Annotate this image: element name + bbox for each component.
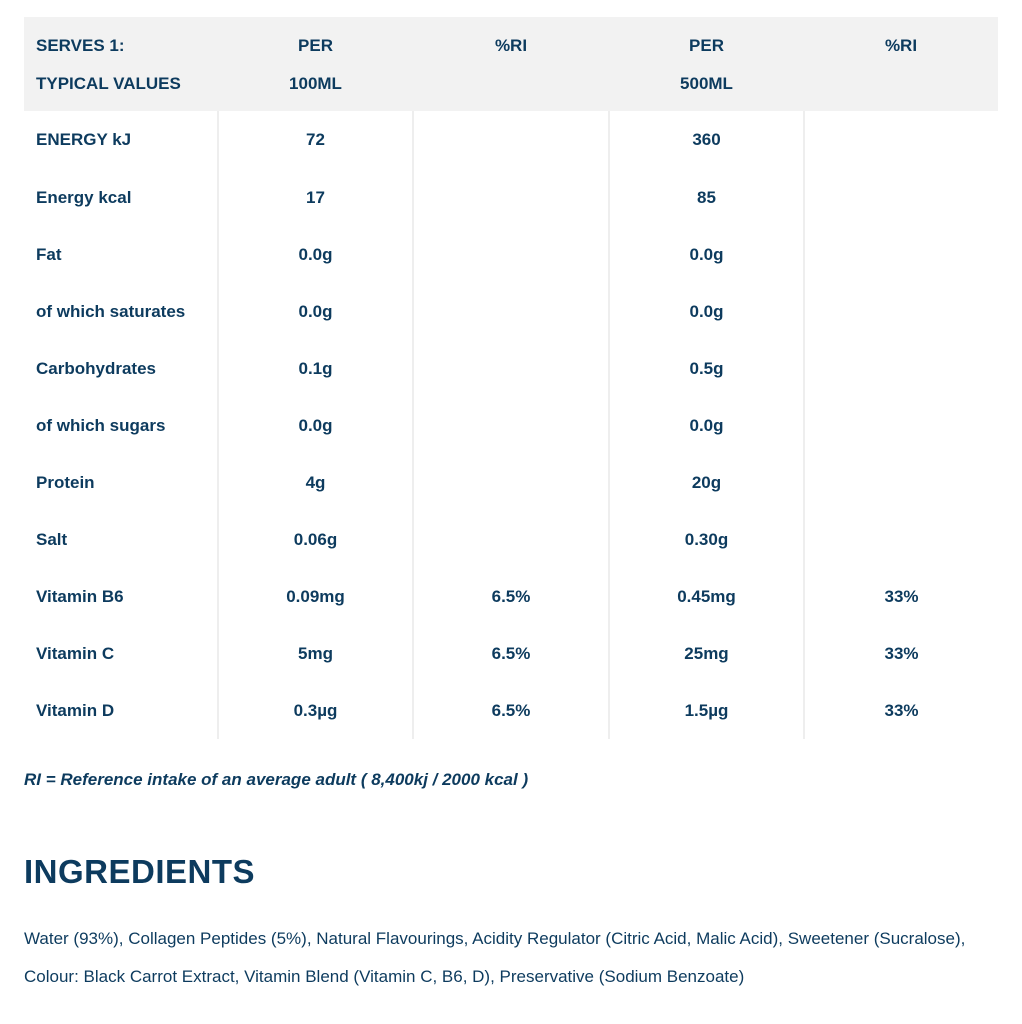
value-per-100ml: 5mg <box>218 625 413 682</box>
ri-per-100ml <box>413 454 609 511</box>
value-per-500ml: 0.30g <box>609 511 804 568</box>
ri-per-500ml <box>804 397 998 454</box>
value-per-100ml: 0.0g <box>218 226 413 283</box>
table-row <box>24 682 998 739</box>
table-row <box>24 226 998 283</box>
header-per-500ml <box>609 17 804 111</box>
header-ri-500ml <box>804 17 998 111</box>
table-row <box>24 169 998 226</box>
nutrient-name: Protein <box>36 472 95 492</box>
nutrition-table-body <box>24 111 998 739</box>
ri-footnote: RI = Reference intake of an average adult ( 8,400kj / 2000 kcal ) <box>24 770 529 789</box>
header-ri-100ml <box>413 17 609 111</box>
header-per-500ml-line1: PER <box>689 36 724 55</box>
header-per-100ml-line1: PER <box>298 36 333 55</box>
header-ri-100ml-label: %RI <box>494 36 528 55</box>
header-per-100ml <box>218 17 413 111</box>
value-per-500ml: 360 <box>609 111 804 169</box>
ri-per-500ml <box>804 283 998 340</box>
ri-per-500ml <box>804 111 998 169</box>
ri-per-500ml: 33% <box>804 682 998 739</box>
value-per-500ml: 0.0g <box>609 397 804 454</box>
nutrient-name: Vitamin C <box>36 643 115 663</box>
value-per-500ml: 0.0g <box>609 283 804 340</box>
value-per-500ml: 0.45mg <box>609 568 804 625</box>
header-typical-values-label: TYPICAL VALUES <box>36 74 181 93</box>
ri-per-500ml <box>804 169 998 226</box>
table-row <box>24 283 998 340</box>
table-row <box>24 511 998 568</box>
ri-per-100ml <box>413 169 609 226</box>
value-per-500ml: 1.5µg <box>609 682 804 739</box>
value-per-100ml: 0.0g <box>218 283 413 340</box>
header-per-500ml-line2: 500ML <box>680 74 733 93</box>
table-row <box>24 397 998 454</box>
ri-per-500ml <box>804 511 998 568</box>
ri-per-100ml <box>413 226 609 283</box>
ri-per-500ml: 33% <box>804 568 998 625</box>
ri-per-100ml <box>413 340 609 397</box>
value-per-100ml: 4g <box>218 454 413 511</box>
ri-per-500ml: 33% <box>804 625 998 682</box>
nutrient-name: Carbohydrates <box>36 358 156 378</box>
nutrient-name: Salt <box>36 529 68 549</box>
nutrient-name: Energy kcal <box>36 187 132 207</box>
ri-per-100ml <box>413 397 609 454</box>
table-row <box>24 340 998 397</box>
value-per-100ml: 0.3µg <box>218 682 413 739</box>
ri-per-100ml: 6.5% <box>413 625 609 682</box>
value-per-500ml: 20g <box>609 454 804 511</box>
header-ri-500ml-label: %RI <box>884 36 918 55</box>
value-per-100ml: 0.09mg <box>218 568 413 625</box>
ingredients-text: Water (93%), Collagen Peptides (5%), Natural Flavourings, Acidity Regulator (Citric Acid, Malic Acid), Sweetener (Sucralose), Colour: Black Carrot Extract, Vitamin Blend (Vitamin C, B6, D), Preservative (Sodium Benzoate) <box>24 929 966 986</box>
value-per-500ml: 25mg <box>609 625 804 682</box>
ri-per-100ml <box>413 283 609 340</box>
ri-per-500ml <box>804 454 998 511</box>
nutrient-name: of which sugars <box>36 415 166 435</box>
header-serves-label: SERVES 1: <box>36 36 125 55</box>
value-per-500ml: 85 <box>609 169 804 226</box>
value-per-500ml: 0.0g <box>609 226 804 283</box>
header-typical-values <box>24 17 218 111</box>
ri-per-500ml <box>804 340 998 397</box>
table-row <box>24 625 998 682</box>
value-per-100ml: 0.1g <box>218 340 413 397</box>
value-per-100ml: 72 <box>218 111 413 169</box>
value-per-100ml: 0.0g <box>218 397 413 454</box>
table-row <box>24 111 998 169</box>
nutrition-table <box>24 17 998 739</box>
ri-per-500ml <box>804 226 998 283</box>
nutrient-name: Vitamin D <box>36 700 115 720</box>
table-row <box>24 454 998 511</box>
ri-per-100ml: 6.5% <box>413 568 609 625</box>
nutrient-name: Vitamin B6 <box>36 586 124 606</box>
value-per-500ml: 0.5g <box>609 340 804 397</box>
ingredients-heading: INGREDIENTS <box>24 853 256 890</box>
header-row <box>24 17 998 111</box>
table-row <box>24 568 998 625</box>
value-per-100ml: 0.06g <box>218 511 413 568</box>
ri-per-100ml: 6.5% <box>413 682 609 739</box>
nutrient-name: Fat <box>36 244 62 264</box>
ri-per-100ml <box>413 511 609 568</box>
value-per-100ml: 17 <box>218 169 413 226</box>
nutrition-table-header <box>24 17 998 111</box>
nutrient-name: ENERGY kJ <box>36 130 132 149</box>
ri-per-100ml <box>413 111 609 169</box>
nutrient-name: of which saturates <box>36 301 186 321</box>
header-per-100ml-line2: 100ML <box>289 74 342 93</box>
